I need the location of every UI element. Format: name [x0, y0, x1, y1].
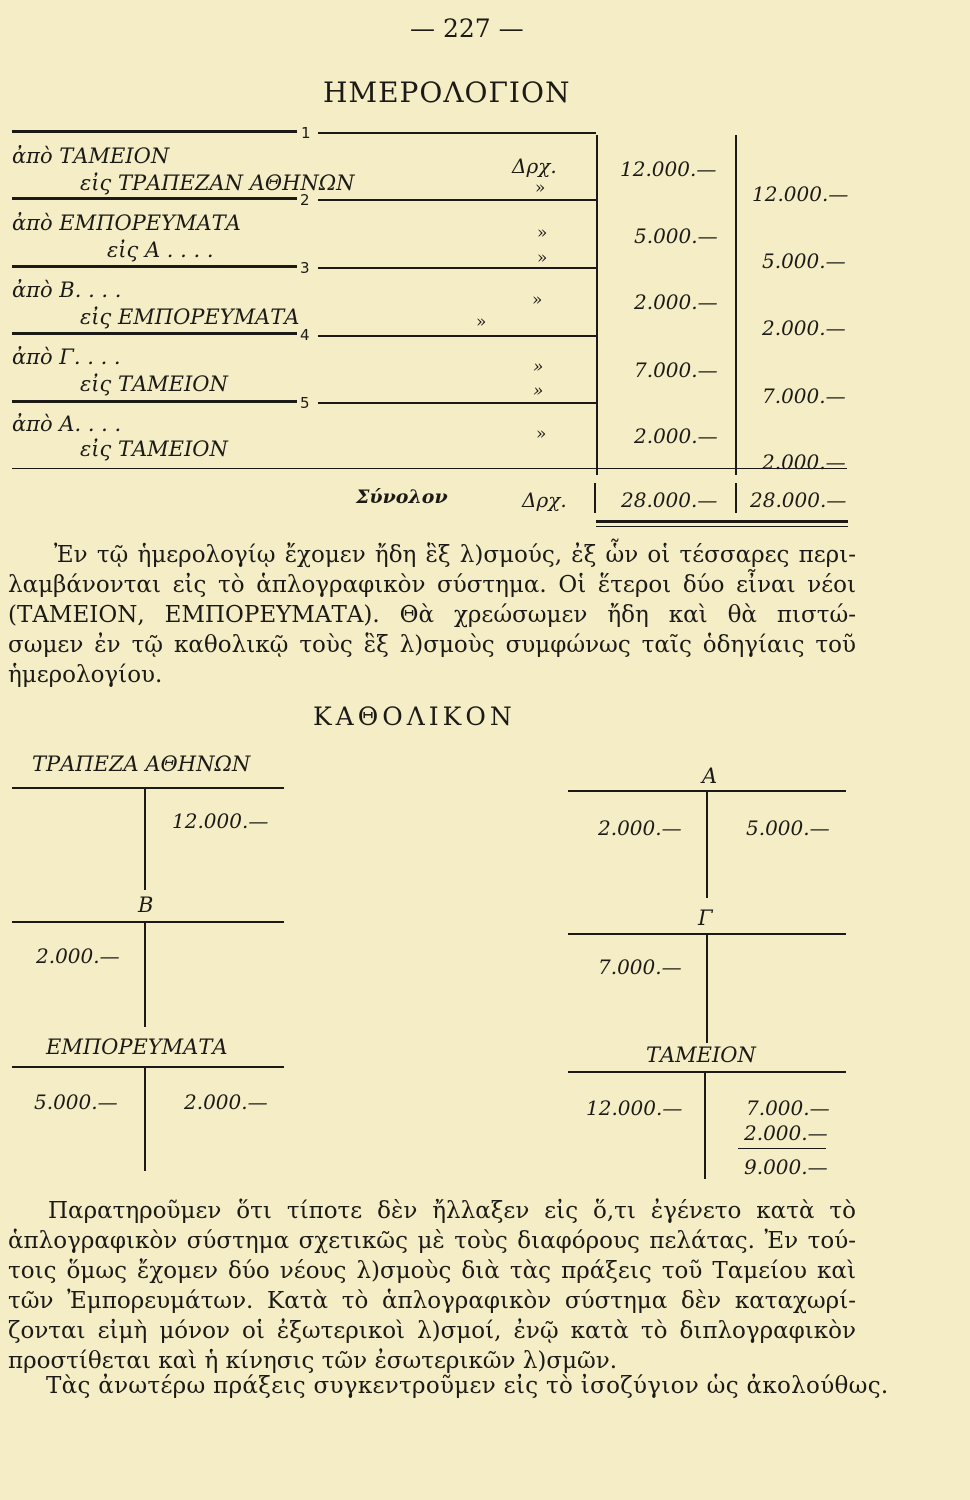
ditto-mark: » — [533, 381, 544, 401]
journal-title: ΗΜΕΡΟΛΟΓΙΟΝ — [323, 76, 571, 109]
text-line: Ἐν τῷ ἡμερολογίῳ ἔχομεν ἤδη ἓξ λ)σμούς, ἐξ ὧν οἱ τέσσαρες περι- — [54, 542, 856, 568]
entry-separator — [12, 400, 297, 403]
debit-account: ἀπὸ ΤΑΜΕΙΟΝ — [12, 144, 170, 168]
journal-note-paragraph — [8, 540, 856, 690]
credit-account: εἰς Α . . . . — [107, 238, 214, 262]
currency-mark: Δρχ. — [512, 154, 557, 178]
debit-account: ἀπὸ Γ. . . . — [12, 345, 121, 369]
page-number: — 227 — — [410, 14, 524, 43]
entry-number: 1 — [301, 124, 311, 142]
account-name: ΤΑΜΕΙΟΝ — [646, 1043, 756, 1067]
t-account-rule — [12, 921, 284, 923]
t-account-rule — [144, 921, 146, 1027]
entry-number: 3 — [300, 259, 310, 277]
text-line: τοις ὅμως ἔχομεν δύο νέους λ)σμοὺς διὰ τὰς πράξεις τοῦ Ταμείου καὶ — [8, 1258, 856, 1284]
text-line: ζονται εἰμὴ μόνον οἱ ἐξωτερικοὶ λ)σμοί, ἐνῷ κατὰ τὸ διπλογραφικὸν — [8, 1318, 856, 1344]
column-rule — [735, 135, 737, 475]
ledger-title: ΚΑΘΟΛΙΚΟΝ — [313, 702, 516, 731]
credit-total: 9.000.— — [744, 1155, 828, 1179]
comparison-paragraph — [8, 1196, 856, 1376]
debit-amount: 7.000.— — [598, 955, 682, 979]
credit-amount: 5.000.— — [762, 249, 846, 273]
debit-account: ἀπὸ ΕΜΠΟΡΕΥΜΑΤΑ — [12, 211, 241, 235]
total-debit: 28.000.— — [621, 488, 718, 512]
text-line: τῶν Ἐμπορευμάτων. Κατὰ τὸ ἁπλογραφικὸν σύστημα δὲν καταχωρί- — [8, 1288, 856, 1314]
t-account-rule — [144, 787, 146, 890]
debit-amount: 5.000.— — [634, 224, 718, 248]
ditto-mark: » — [532, 290, 543, 310]
entry-separator — [12, 197, 297, 200]
debit-account: ἀπὸ Α. . . . — [12, 412, 122, 436]
column-rule — [735, 483, 737, 513]
entry-separator — [12, 265, 297, 268]
entry-separator — [12, 332, 297, 335]
credit-amount: 2.000.— — [762, 450, 846, 474]
t-account-rule — [706, 933, 708, 1043]
total-label: Σύνολον — [356, 486, 448, 508]
t-account-rule — [12, 1066, 284, 1068]
text-line: Παρατηροῦμεν ὅτι τίποτε δὲν ἤλλαξεν εἰς ὅ,τι ἐγένετο κατὰ τὸ — [48, 1198, 856, 1224]
column-rule — [596, 135, 598, 475]
credit-account: εἰς ΤΑΜΕΙΟΝ — [80, 437, 228, 461]
text-line: σωμεν ἐν τῷ καθολικῷ τοὺς ἓξ λ)σμοὺς συμφώνως ταῖς ὁδηγίαις τοῦ — [8, 632, 856, 658]
credit-amount: 2.000.— — [744, 1121, 828, 1145]
entry-number: 4 — [300, 326, 310, 344]
total-rule — [596, 526, 848, 527]
credit-amount: 2.000.— — [184, 1090, 268, 1114]
total-rule — [12, 468, 847, 469]
credit-amount: 2.000.— — [762, 316, 846, 340]
entry-separator — [12, 130, 297, 133]
t-account-rule — [568, 1071, 846, 1073]
debit-amount: 12.000.— — [586, 1096, 683, 1120]
credit-amount: 12.000.— — [752, 182, 849, 206]
total-credit: 28.000.— — [750, 488, 847, 512]
credit-account: εἰς ΤΑΜΕΙΟΝ — [80, 372, 228, 396]
credit-amount: 12.000.— — [172, 809, 269, 833]
text-line: λαμβάνονται εἰς τὸ ἁπλογραφικὸν σύστημα. Οἱ ἕτεροι δύο εἶναι νέοι — [8, 572, 856, 598]
t-account-rule — [12, 787, 284, 789]
t-account-rule — [706, 790, 708, 898]
column-rule — [594, 483, 596, 513]
ditto-mark: » — [533, 357, 544, 377]
credit-amount: 7.000.— — [746, 1096, 830, 1120]
total-rule — [596, 520, 848, 523]
ditto-mark: » — [537, 223, 548, 243]
text-line: ἡμερολογίου. — [8, 662, 163, 688]
trial-balance-intro: Τὰς ἀνωτέρω πράξεις συγκεντροῦμεν εἰς τὸ ἰσοζύγιον ὡς ἀκολούθως. — [46, 1373, 889, 1399]
account-name: ΕΜΠΟΡΕΥΜΑΤΑ — [46, 1035, 228, 1059]
entry-number: 2 — [300, 191, 310, 209]
text-line: προστίθεται καὶ ἡ κίνησις τῶν ἐσωτερικῶν λ)σμῶν. — [8, 1348, 618, 1374]
t-account-rule — [704, 1071, 706, 1179]
account-name: ΤΡΑΠΕΖΑ ΑΘΗΝΩΝ — [32, 752, 251, 776]
entry-number: 5 — [300, 394, 310, 412]
credit-account: εἰς ΕΜΠΟΡΕΥΜΑΤΑ — [80, 305, 300, 329]
credit-account: εἰς ΤΡΑΠΕΖΑΝ ΑΘΗΝΩΝ — [80, 171, 355, 195]
debit-amount: 7.000.— — [634, 358, 718, 382]
debit-amount: 2.000.— — [634, 424, 718, 448]
sum-rule — [738, 1148, 826, 1149]
ditto-mark: » — [535, 178, 546, 198]
account-name: Γ — [698, 906, 713, 930]
t-account-rule — [144, 1066, 146, 1171]
debit-amount: 12.000.— — [620, 157, 717, 181]
debit-amount: 5.000.— — [34, 1090, 118, 1114]
credit-amount: 7.000.— — [762, 384, 846, 408]
credit-amount: 5.000.— — [746, 816, 830, 840]
account-name: Α — [702, 764, 718, 788]
text-line: (ΤΑΜΕΙΟΝ, ΕΜΠΟΡΕΥΜΑΤΑ). Θὰ χρεώσωμεν ἤδη καὶ θὰ πιστώ- — [8, 602, 856, 628]
entry-separator — [318, 267, 596, 269]
debit-amount: 2.000.— — [598, 816, 682, 840]
debit-account: ἀπὸ Β. . . . — [12, 278, 122, 302]
entry-separator — [318, 335, 596, 337]
text-line: ἁπλογραφικὸν σύστημα σχετικῶς μὲ τοὺς διαφόρους πελάτας. Ἐν τού- — [8, 1228, 856, 1254]
ditto-mark: » — [537, 248, 548, 268]
account-name: Β — [138, 893, 154, 917]
ditto-mark: » — [476, 312, 487, 332]
ditto-mark: » — [536, 424, 547, 444]
entry-separator — [318, 199, 596, 201]
entry-separator — [318, 402, 596, 404]
entry-separator — [318, 132, 596, 134]
debit-amount: 2.000.— — [36, 944, 120, 968]
total-currency: Δρχ. — [522, 488, 567, 512]
debit-amount: 2.000.— — [634, 290, 718, 314]
